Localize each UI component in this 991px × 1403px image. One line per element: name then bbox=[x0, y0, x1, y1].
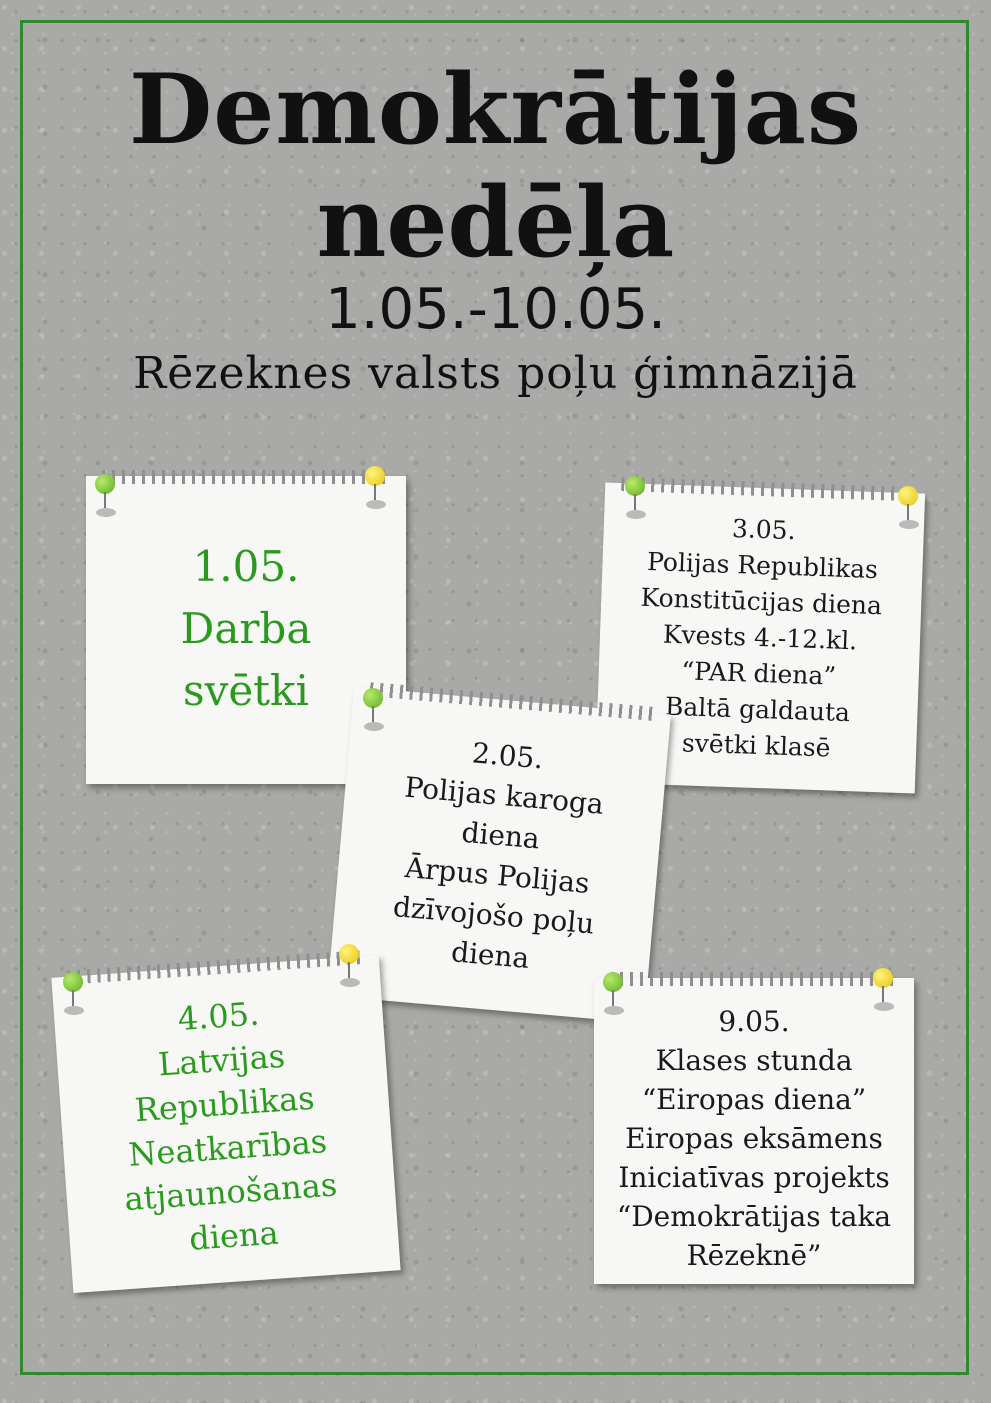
note-line: Polijas karoga bbox=[403, 770, 606, 821]
note-line: Baltā galdauta bbox=[664, 691, 851, 728]
note-line: dzīvojošo poļu bbox=[391, 890, 596, 941]
note-line: atjaunošanas bbox=[123, 1165, 339, 1219]
note-line: Neatkarības bbox=[127, 1122, 329, 1174]
note-date: 2.05. bbox=[470, 736, 545, 776]
green-pushpin-icon bbox=[622, 476, 648, 522]
note-line: diena bbox=[449, 935, 531, 975]
note-line: “Eiropas diena” bbox=[641, 1083, 867, 1116]
green-pushpin-icon bbox=[600, 972, 626, 1018]
event-dates: 1.05.-10.05. bbox=[325, 277, 666, 342]
note-line: Republikas bbox=[133, 1078, 316, 1130]
note-line: Ārpus Polijas bbox=[403, 850, 591, 900]
note-date: 1.05. bbox=[192, 542, 300, 591]
yellow-pushpin-icon bbox=[336, 944, 362, 990]
note-date: 3.05. bbox=[731, 513, 797, 546]
yellow-pushpin-icon bbox=[362, 466, 388, 512]
note-line: diena bbox=[187, 1213, 280, 1258]
note-line: Rēzeknē” bbox=[686, 1239, 822, 1272]
yellow-pushpin-icon bbox=[895, 486, 921, 532]
note-line: diena bbox=[460, 815, 542, 856]
note-line: Polijas Republikas bbox=[646, 547, 879, 585]
note-date: 9.05. bbox=[718, 1005, 790, 1038]
spiral-rings bbox=[610, 972, 898, 986]
note-may-4 bbox=[51, 955, 400, 1293]
note-line: Darba bbox=[180, 604, 312, 653]
school-name: Rēzeknes valsts poļu ģimnāzijā bbox=[133, 348, 858, 399]
yellow-pushpin-icon bbox=[870, 968, 896, 1014]
green-pushpin-icon bbox=[360, 688, 386, 734]
title-line-2: nedēļa bbox=[316, 166, 675, 279]
title-line-1: Demokrātijas bbox=[128, 53, 863, 166]
note-line: svētki bbox=[183, 666, 309, 715]
green-pushpin-icon bbox=[92, 474, 118, 520]
note-line: Latvijas bbox=[156, 1036, 287, 1084]
note-line: “Demokrātijas taka bbox=[616, 1200, 892, 1233]
note-line: Iniciatīvas projekts bbox=[618, 1161, 890, 1194]
note-line: “PAR diena” bbox=[680, 656, 837, 691]
note-line: Eiropas eksāmens bbox=[625, 1122, 883, 1155]
green-pushpin-icon bbox=[60, 972, 86, 1018]
note-may-9 bbox=[594, 978, 914, 1284]
note-date: 4.05. bbox=[176, 994, 261, 1039]
note-line: Klases stunda bbox=[655, 1044, 853, 1077]
note-line: svētki klasē bbox=[681, 728, 831, 763]
spiral-rings bbox=[102, 470, 390, 484]
note-line: Konstitūcijas diena bbox=[640, 582, 883, 621]
note-line: Kvests 4.-12.kl. bbox=[662, 619, 858, 656]
